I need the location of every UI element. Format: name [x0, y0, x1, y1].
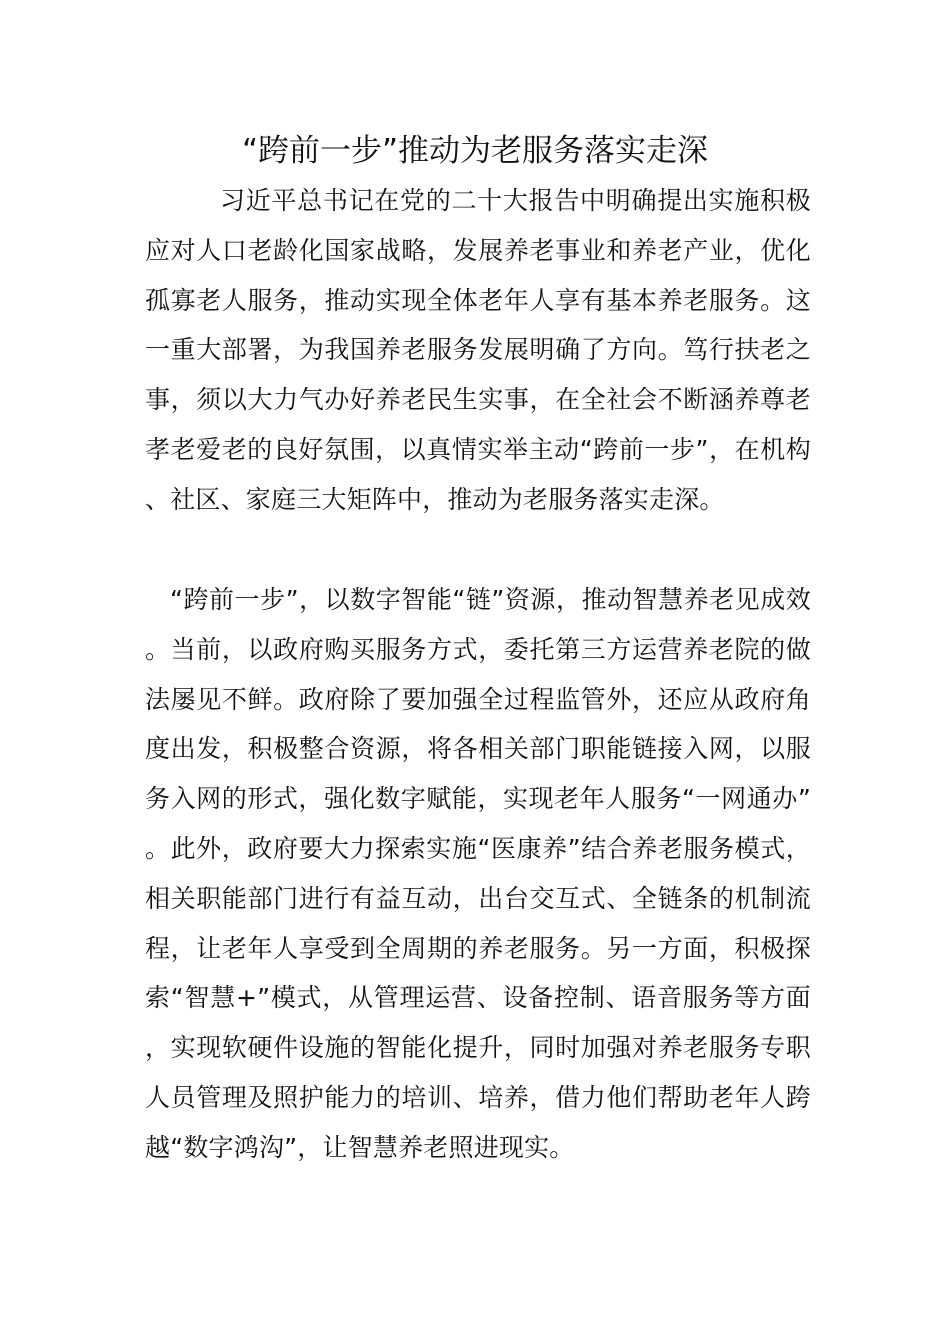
paragraph-smart-elderly-care: “跨前一步”，以数字智能“链”资源，推动智慧养老见成效。当前，以政府购买服务方式，委托第三方运营养老院的做法屡见不鲜。政府除了要加强全过程监管外，还应从政府角度出发，积极整合资源，将各相关部门职能链接入网，以服务入网的形式，强化数字赋能，实现老年人服务“一网通办”。此外，政府要大力探索实施“医康养”结合养老服务模式，相关职能部门进行有益互动，出台交互式、全链条的机制流程，让老年人享受到全周期的养老服务。另一方面，积极探索“智慧+”模式，从管理运营、设备控制、语音服务等方面，实现软硬件设施的智能化提升，同时加强对养老服务专职人员管理及照护能力的培训、培养，借力他们帮助老年人跨越“数字鸿沟”，让智慧养老照进现实。 — [145, 585, 811, 1162]
document-title: “跨前一步”推动为老服务落实走深 — [241, 133, 709, 169]
paragraph-intro: 习近平总书记在党的二十大报告中明确提出实施积极应对人口老龄化国家战略，发展养老事业和养老产业，优化孤寡老人服务，推动实现全体老年人享有基本养老服务。这一重大部署，为我国养老服务发展明确了方向。笃行扶老之事，须以大力气办好养老民生实事，在全社会不断涵养尊老孝老爱老的良好氛围，以真情实举主动“跨前一步”，在机构、社区、家庭三大矩阵中，推动为老服务落实走深。 — [145, 186, 811, 514]
